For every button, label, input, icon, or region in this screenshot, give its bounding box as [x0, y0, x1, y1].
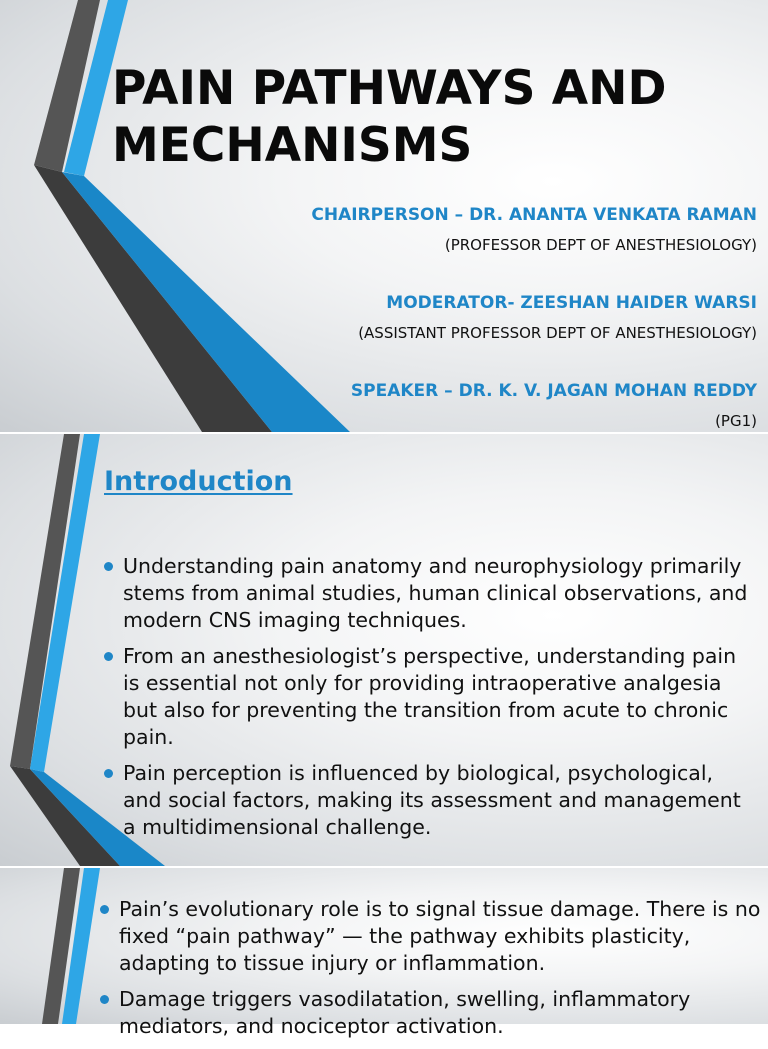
bullet-item: Pain perception is influenced by biological, psychological, and social factors, making its assessment and management a multidimensional challenge. — [104, 760, 756, 841]
content-slide-partial — [0, 868, 768, 1038]
introduction-slide — [0, 434, 768, 866]
slide-heading: Introduction — [104, 466, 293, 497]
bullet-item: Pain’s evolutionary role is to signal tissue damage. There is no fixed “pain pathway” — the pathway exhibits plasticity, adapting to tissue injury or inflammation. — [100, 896, 762, 977]
chairperson-name: CHAIRPERSON – DR. ANANTA VENKATA RAMAN — [311, 205, 757, 225]
bullet-item: Understanding pain anatomy and neurophysiology primarily stems from animal studies, human clinical observations, and modern CNS imaging techniques. — [104, 553, 756, 634]
bullet-dot — [104, 769, 113, 778]
bullet-item: Damage triggers vasodilatation, swelling, inflammatory mediators, and nociceptor activation. — [100, 986, 762, 1040]
bullet-list — [104, 553, 756, 850]
moderator-dept: (ASSISTANT PROFESSOR DEPT OF ANESTHESIOLOGY) — [358, 324, 757, 342]
speaker-detail: (PG1) — [715, 412, 757, 430]
bullet-dot — [104, 652, 113, 661]
speaker-name: SPEAKER – DR. K. V. JAGAN MOHAN REDDY — [350, 381, 757, 401]
bullet-dot — [104, 562, 113, 571]
chairperson-dept: (PROFESSOR DEPT OF ANESTHESIOLOGY) — [444, 236, 757, 254]
presenter-credits — [197, 204, 757, 431]
title-slide — [0, 0, 768, 432]
bullet-dot — [100, 905, 109, 914]
slide-title: PAIN PATHWAYS AND MECHANISMS — [112, 61, 667, 173]
moderator-name: MODERATOR- ZEESHAN HAIDER WARSI — [386, 293, 757, 313]
bullet-dot — [100, 995, 109, 1004]
bullet-item: From an anesthesiologist’s perspective, understanding pain is essential not only for providing intraoperative analgesia but also for preventing the transition from acute to chronic pain. — [104, 643, 756, 751]
bullet-list — [100, 896, 762, 1049]
